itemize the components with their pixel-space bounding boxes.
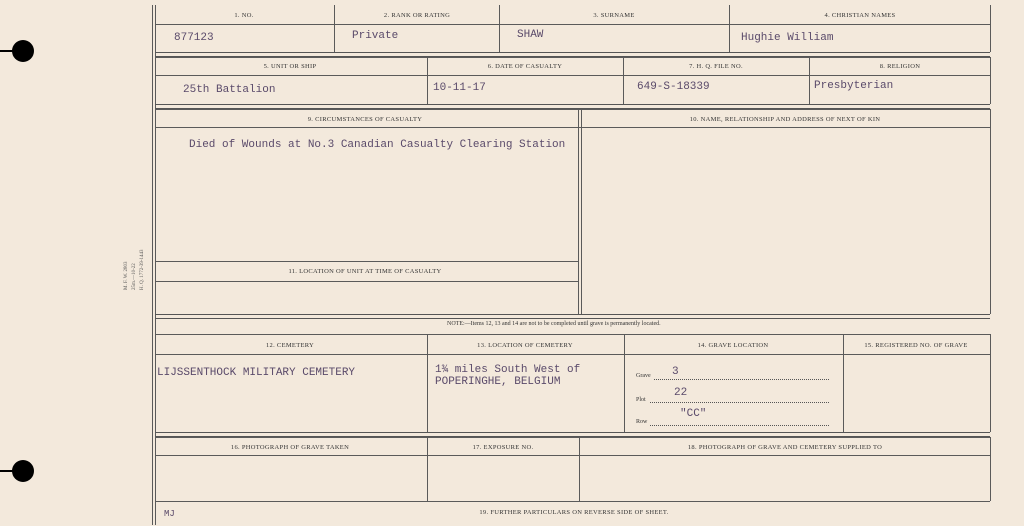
grave-dots: [654, 379, 829, 380]
label-cemetery: 12. CEMETERY: [265, 342, 315, 349]
form-ref-line3: H. Q. 1772-39-1443: [140, 249, 145, 290]
r1-div1: [334, 5, 335, 52]
r2-div3: [809, 57, 810, 104]
row4-top: [155, 334, 990, 335]
r3-div: [578, 109, 579, 314]
row6-top: [155, 501, 990, 502]
row1-top: [155, 24, 990, 25]
label-christian: 4. CHRISTIAN NAMES: [824, 12, 896, 19]
label-circumstances: 9. CIRCUMSTANCES OF CASUALTY: [307, 116, 423, 123]
r1-right: [990, 5, 991, 52]
r2-div2: [623, 57, 624, 104]
value-grave: 3: [672, 366, 679, 378]
grave-label: Grave: [636, 373, 651, 379]
initials: MJ: [164, 509, 175, 519]
form-ref-line1: M. F. W. 2803: [124, 261, 129, 290]
label-registered: 15. REGISTERED NO. OF GRAVE: [864, 342, 968, 349]
r3-right: [990, 109, 991, 314]
r4-div3: [843, 334, 844, 432]
r2-div1: [427, 57, 428, 104]
value-christian: Hughie William: [741, 32, 834, 44]
row5-labelline: [155, 455, 990, 456]
row-label: Row: [636, 419, 648, 425]
label-surname: 3. SURNAME: [593, 12, 635, 19]
label-photo-supplied: 18. PHOTOGRAPH OF GRAVE AND CEMETERY SUPPLIED TO: [687, 444, 883, 451]
label-no: 1. NO.: [234, 12, 254, 19]
frame-left: [152, 5, 153, 525]
r4-div2: [624, 334, 625, 432]
value-row: "CC": [680, 408, 707, 420]
r3-div-b: [581, 109, 582, 314]
plot-label: Plot: [636, 397, 646, 403]
punch-hole-line-top: [0, 50, 20, 52]
label-unit: 5. UNIT OR SHIP: [263, 63, 317, 70]
row3-labelline: [155, 127, 990, 128]
value-surname: SHAW: [517, 29, 544, 41]
note-text: NOTE:—Items 12, 13 and 14 are not to be completed until grave is permanently located.: [447, 321, 661, 327]
r2-right: [990, 57, 991, 104]
r1-div3: [729, 5, 730, 52]
value-religion: Presbyterian: [814, 80, 894, 92]
r4-right: [990, 334, 991, 432]
value-circumstances: Died of Wounds at No.3 Canadian Casualty Clearing Station: [189, 139, 566, 151]
r1-div2: [499, 5, 500, 52]
value-location-cemetery-1: 1¾ miles South West of: [435, 364, 581, 376]
row-dots: [650, 425, 829, 426]
value-location-cemetery-2: POPERINGHE, BELGIUM: [435, 376, 561, 388]
label-hq: 7. H. Q. FILE NO.: [689, 63, 743, 70]
row3-top: [155, 109, 990, 110]
label-grave-location: 14. GRAVE LOCATION: [697, 342, 769, 349]
value-hq: 649-S-18339: [637, 81, 710, 93]
label-photo-taken: 16. PHOTOGRAPH OF GRAVE TAKEN: [230, 444, 350, 451]
punch-hole-line-bottom: [0, 470, 20, 472]
label-next-of-kin: 10. NAME, RELATIONSHIP AND ADDRESS OF NEXT OF KIN: [689, 116, 881, 123]
label-rank: 2. RANK OR RATING: [383, 12, 451, 19]
r4-div1: [427, 334, 428, 432]
label-further: 19. FURTHER PARTICULARS ON REVERSE SIDE OF SHEET.: [479, 509, 669, 516]
r5-right: [990, 437, 991, 501]
row11-top: [155, 261, 578, 262]
row2-top: [155, 57, 990, 58]
value-no: 877123: [174, 32, 214, 44]
row3-bottom: [155, 314, 990, 319]
value-cemetery: LIJSSENTHOCK MILITARY CEMETERY: [157, 367, 356, 379]
value-plot: 22: [674, 387, 688, 399]
value-date: 10-11-17: [433, 82, 486, 94]
label-exposure: 17. EXPOSURE NO.: [472, 444, 534, 451]
label-location-cemetery: 13. LOCATION OF CEMETERY: [477, 342, 573, 349]
row2-mid: [155, 75, 990, 76]
value-rank: Private: [352, 30, 399, 42]
label-date: 6. DATE OF CASUALTY: [487, 63, 563, 70]
value-unit: 25th Battalion: [183, 84, 276, 96]
r5-div2: [579, 437, 580, 501]
frame-left-inner: [155, 5, 156, 525]
label-religion: 8. RELIGION: [879, 63, 921, 70]
form-ref-line2: 25m.—10-22: [132, 263, 137, 290]
plot-dots: [650, 402, 829, 403]
row11-labelline: [155, 281, 578, 282]
label-location-unit: 11. LOCATION OF UNIT AT TIME OF CASUALTY: [288, 268, 442, 275]
row4-labelline: [155, 354, 990, 355]
row5-top: [155, 437, 990, 438]
r5-div1: [427, 437, 428, 501]
